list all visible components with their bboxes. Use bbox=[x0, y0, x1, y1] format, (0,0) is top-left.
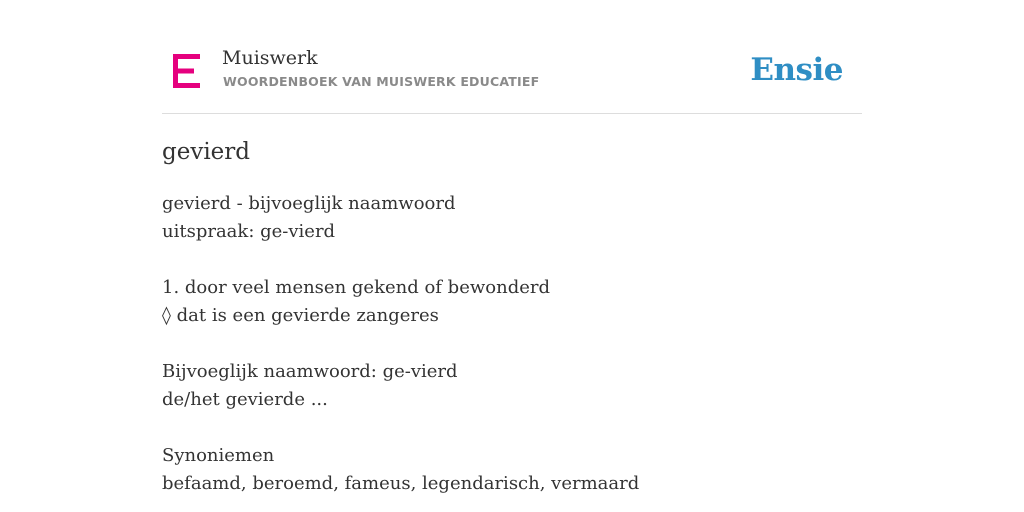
synonyms-heading: Synoniemen bbox=[162, 445, 275, 466]
sense-1: 1. door veel mensen gekend of bewonderd bbox=[162, 277, 550, 298]
ensie-brand-link[interactable]: Ensie bbox=[750, 52, 843, 88]
page-title: gevierd bbox=[162, 139, 251, 165]
inflection-label: Bijvoeglijk naamwoord: ge-vierd bbox=[162, 361, 458, 382]
inflection-form: de/het gevierde ... bbox=[162, 389, 328, 410]
spacer bbox=[162, 414, 862, 442]
example-1: ◊ dat is een gevierde zangeres bbox=[162, 305, 439, 326]
site-name-link[interactable]: Muiswerk bbox=[222, 47, 318, 69]
spacer bbox=[162, 246, 862, 274]
site-subtitle: WOORDENBOEK VAN MUISWERK EDUCATIEF bbox=[223, 74, 540, 89]
spacer bbox=[162, 330, 862, 358]
definition-line: gevierd - bijvoeglijk naamwoord bbox=[162, 193, 456, 214]
synonyms-list: befaamd, beroemd, fameus, legendarisch, vermaard bbox=[162, 473, 640, 494]
muiswerk-logo-icon[interactable] bbox=[173, 54, 200, 88]
pronunciation: uitspraak: ge-vierd bbox=[162, 221, 336, 242]
dictionary-entry bbox=[162, 190, 862, 498]
site-header bbox=[162, 40, 862, 114]
